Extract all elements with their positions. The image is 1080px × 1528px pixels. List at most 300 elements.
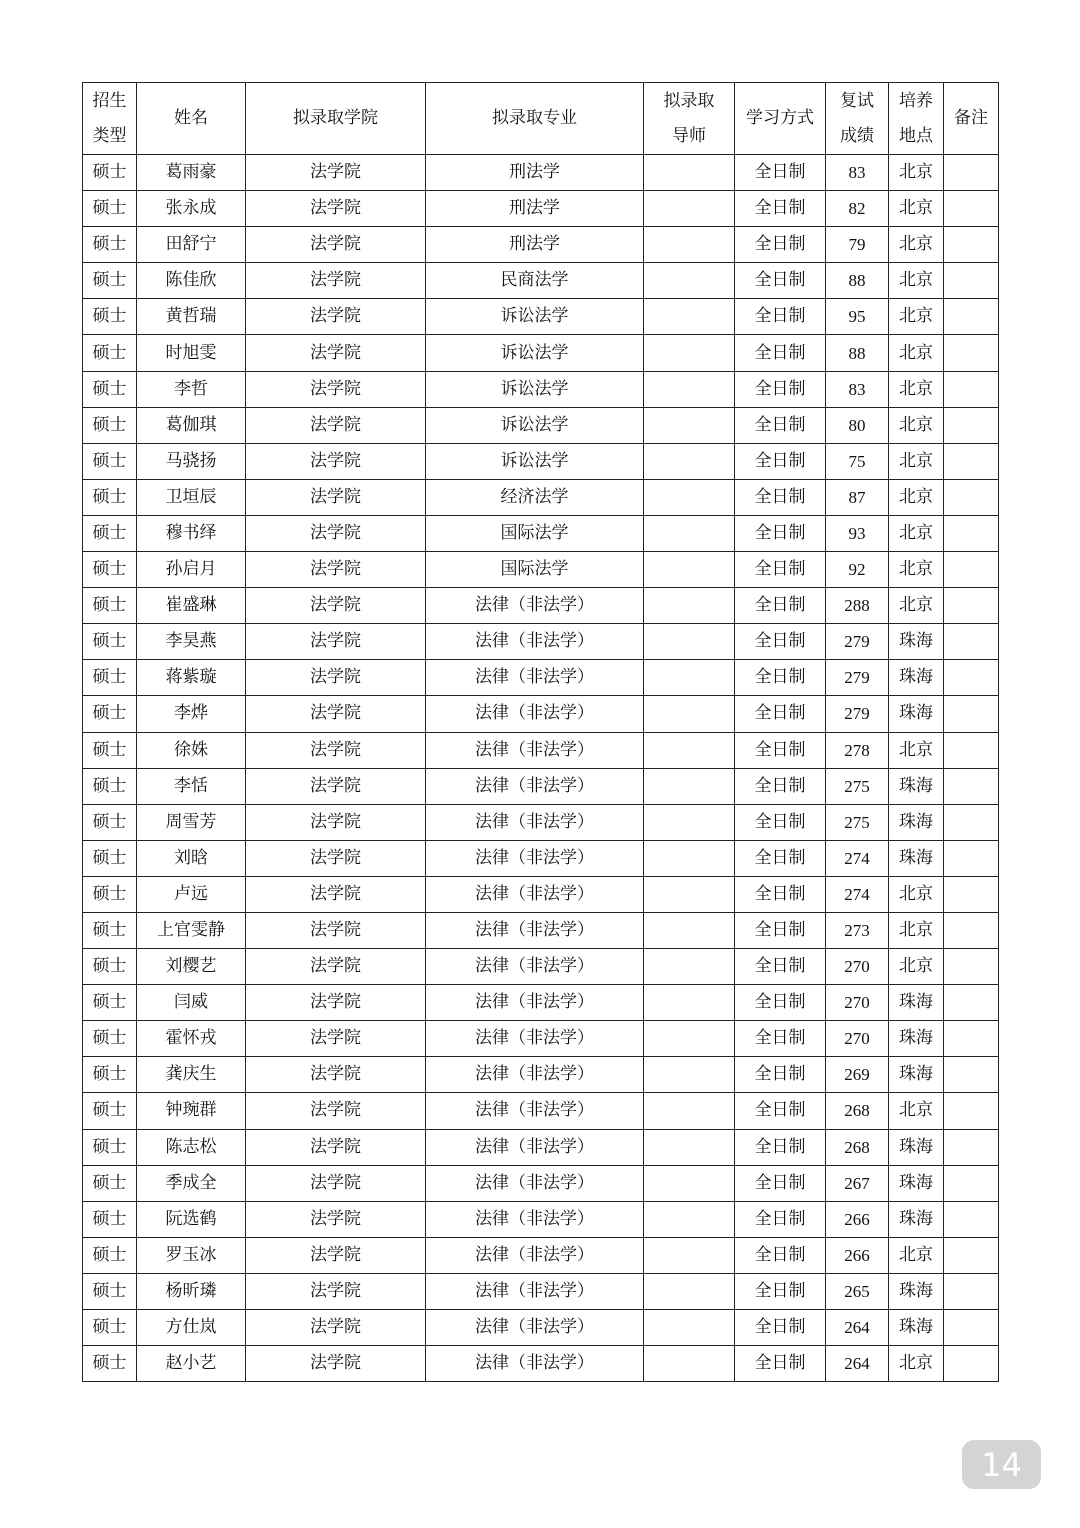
- cell-mode: 全日制: [735, 227, 826, 263]
- cell-college: 法学院: [246, 1310, 426, 1346]
- cell-advisor: [644, 1237, 735, 1273]
- cell-type: 硕士: [83, 804, 137, 840]
- cell-type: 硕士: [83, 552, 137, 588]
- cell-mode: 全日制: [735, 1057, 826, 1093]
- table-row: [83, 732, 999, 768]
- cell-mode: 全日制: [735, 804, 826, 840]
- table-row: [83, 1346, 999, 1382]
- cell-mode: 全日制: [735, 696, 826, 732]
- cell-advisor: [644, 1021, 735, 1057]
- cell-name: 葛伽琪: [137, 407, 246, 443]
- header-major: 拟录取专业: [426, 83, 644, 155]
- table-row: [83, 588, 999, 624]
- cell-score: 270: [826, 985, 889, 1021]
- cell-college: 法学院: [246, 985, 426, 1021]
- table-row: [83, 1165, 999, 1201]
- cell-remark: [944, 1273, 999, 1309]
- cell-college: 法学院: [246, 624, 426, 660]
- table-row: [83, 1129, 999, 1165]
- cell-remark: [944, 912, 999, 948]
- cell-location: 珠海: [889, 1021, 944, 1057]
- cell-major: 法律（非法学）: [426, 624, 644, 660]
- cell-name: 龚庆生: [137, 1057, 246, 1093]
- cell-advisor: [644, 696, 735, 732]
- cell-location: 北京: [889, 588, 944, 624]
- cell-type: 硕士: [83, 1165, 137, 1201]
- cell-score: 275: [826, 768, 889, 804]
- cell-remark: [944, 588, 999, 624]
- cell-name: 时旭雯: [137, 335, 246, 371]
- cell-college: 法学院: [246, 407, 426, 443]
- table-row: [83, 479, 999, 515]
- cell-location: 北京: [889, 876, 944, 912]
- cell-remark: [944, 696, 999, 732]
- cell-college: 法学院: [246, 588, 426, 624]
- cell-score: 274: [826, 876, 889, 912]
- cell-score: 264: [826, 1310, 889, 1346]
- cell-college: 法学院: [246, 804, 426, 840]
- cell-college: 法学院: [246, 191, 426, 227]
- cell-major: 法律（非法学）: [426, 1165, 644, 1201]
- cell-remark: [944, 1021, 999, 1057]
- cell-name: 蒋紫璇: [137, 660, 246, 696]
- cell-name: 田舒宁: [137, 227, 246, 263]
- cell-name: 马骁扬: [137, 443, 246, 479]
- cell-mode: 全日制: [735, 1165, 826, 1201]
- cell-major: 法律（非法学）: [426, 804, 644, 840]
- cell-type: 硕士: [83, 1310, 137, 1346]
- cell-mode: 全日制: [735, 768, 826, 804]
- table-row: [83, 912, 999, 948]
- cell-name: 卢远: [137, 876, 246, 912]
- cell-advisor: [644, 515, 735, 551]
- cell-mode: 全日制: [735, 407, 826, 443]
- cell-mode: 全日制: [735, 1273, 826, 1309]
- cell-mode: 全日制: [735, 1346, 826, 1382]
- cell-advisor: [644, 191, 735, 227]
- cell-college: 法学院: [246, 1273, 426, 1309]
- cell-college: 法学院: [246, 1201, 426, 1237]
- cell-college: 法学院: [246, 227, 426, 263]
- cell-name: 季成全: [137, 1165, 246, 1201]
- cell-remark: [944, 804, 999, 840]
- cell-type: 硕士: [83, 407, 137, 443]
- cell-name: 张永成: [137, 191, 246, 227]
- cell-remark: [944, 263, 999, 299]
- cell-type: 硕士: [83, 1057, 137, 1093]
- cell-remark: [944, 1093, 999, 1129]
- cell-remark: [944, 299, 999, 335]
- cell-mode: 全日制: [735, 479, 826, 515]
- cell-remark: [944, 1310, 999, 1346]
- cell-advisor: [644, 588, 735, 624]
- cell-score: 275: [826, 804, 889, 840]
- cell-location: 北京: [889, 263, 944, 299]
- cell-name: 李烨: [137, 696, 246, 732]
- cell-major: 经济法学: [426, 479, 644, 515]
- cell-advisor: [644, 1093, 735, 1129]
- cell-name: 闫威: [137, 985, 246, 1021]
- cell-college: 法学院: [246, 1021, 426, 1057]
- cell-advisor: [644, 804, 735, 840]
- cell-score: 273: [826, 912, 889, 948]
- cell-type: 硕士: [83, 949, 137, 985]
- cell-type: 硕士: [83, 660, 137, 696]
- cell-mode: 全日制: [735, 1093, 826, 1129]
- cell-name: 方仕岚: [137, 1310, 246, 1346]
- cell-type: 硕士: [83, 1201, 137, 1237]
- cell-type: 硕士: [83, 876, 137, 912]
- cell-type: 硕士: [83, 985, 137, 1021]
- cell-name: 刘晗: [137, 840, 246, 876]
- cell-location: 北京: [889, 335, 944, 371]
- cell-major: 法律（非法学）: [426, 1273, 644, 1309]
- cell-college: 法学院: [246, 1237, 426, 1273]
- cell-score: 279: [826, 624, 889, 660]
- cell-location: 珠海: [889, 1057, 944, 1093]
- table-row: [83, 227, 999, 263]
- cell-score: 274: [826, 840, 889, 876]
- cell-advisor: [644, 1129, 735, 1165]
- cell-major: 刑法学: [426, 191, 644, 227]
- cell-remark: [944, 227, 999, 263]
- cell-score: 279: [826, 696, 889, 732]
- cell-mode: 全日制: [735, 985, 826, 1021]
- cell-type: 硕士: [83, 840, 137, 876]
- cell-advisor: [644, 912, 735, 948]
- cell-type: 硕士: [83, 227, 137, 263]
- cell-location: 北京: [889, 515, 944, 551]
- cell-location: 珠海: [889, 985, 944, 1021]
- cell-type: 硕士: [83, 155, 137, 191]
- cell-name: 赵小艺: [137, 1346, 246, 1382]
- cell-mode: 全日制: [735, 1237, 826, 1273]
- cell-mode: 全日制: [735, 299, 826, 335]
- cell-name: 陈佳欣: [137, 263, 246, 299]
- cell-type: 硕士: [83, 624, 137, 660]
- cell-mode: 全日制: [735, 552, 826, 588]
- cell-remark: [944, 1129, 999, 1165]
- cell-advisor: [644, 479, 735, 515]
- cell-college: 法学院: [246, 1165, 426, 1201]
- cell-score: 268: [826, 1129, 889, 1165]
- cell-name: 周雪芳: [137, 804, 246, 840]
- table-row: [83, 840, 999, 876]
- cell-type: 硕士: [83, 1237, 137, 1273]
- table-row: [83, 335, 999, 371]
- cell-score: 83: [826, 371, 889, 407]
- cell-remark: [944, 768, 999, 804]
- table-row: [83, 876, 999, 912]
- cell-location: 珠海: [889, 1129, 944, 1165]
- cell-mode: 全日制: [735, 155, 826, 191]
- cell-score: 288: [826, 588, 889, 624]
- cell-advisor: [644, 263, 735, 299]
- cell-remark: [944, 1057, 999, 1093]
- cell-remark: [944, 1346, 999, 1382]
- cell-major: 诉讼法学: [426, 407, 644, 443]
- cell-score: 83: [826, 155, 889, 191]
- cell-advisor: [644, 1165, 735, 1201]
- header-advisor: 拟录取 导师: [644, 83, 735, 155]
- cell-location: 北京: [889, 1093, 944, 1129]
- cell-location: 北京: [889, 155, 944, 191]
- cell-score: 264: [826, 1346, 889, 1382]
- cell-major: 刑法学: [426, 227, 644, 263]
- table-row: [83, 1093, 999, 1129]
- cell-score: 80: [826, 407, 889, 443]
- cell-location: 珠海: [889, 1201, 944, 1237]
- table-row: [83, 949, 999, 985]
- cell-major: 法律（非法学）: [426, 1129, 644, 1165]
- cell-score: 266: [826, 1237, 889, 1273]
- cell-location: 北京: [889, 227, 944, 263]
- cell-major: 法律（非法学）: [426, 1093, 644, 1129]
- cell-score: 268: [826, 1093, 889, 1129]
- cell-remark: [944, 840, 999, 876]
- cell-type: 硕士: [83, 732, 137, 768]
- cell-name: 刘樱艺: [137, 949, 246, 985]
- cell-mode: 全日制: [735, 840, 826, 876]
- cell-location: 北京: [889, 912, 944, 948]
- cell-location: 珠海: [889, 660, 944, 696]
- cell-type: 硕士: [83, 443, 137, 479]
- cell-college: 法学院: [246, 949, 426, 985]
- cell-college: 法学院: [246, 299, 426, 335]
- cell-remark: [944, 191, 999, 227]
- cell-type: 硕士: [83, 515, 137, 551]
- cell-college: 法学院: [246, 263, 426, 299]
- cell-major: 法律（非法学）: [426, 732, 644, 768]
- cell-name: 徐姝: [137, 732, 246, 768]
- cell-type: 硕士: [83, 588, 137, 624]
- cell-name: 李昊燕: [137, 624, 246, 660]
- cell-college: 法学院: [246, 768, 426, 804]
- cell-name: 崔盛琳: [137, 588, 246, 624]
- cell-name: 李哲: [137, 371, 246, 407]
- header-mode: 学习方式: [735, 83, 826, 155]
- cell-location: 珠海: [889, 1273, 944, 1309]
- cell-type: 硕士: [83, 768, 137, 804]
- cell-major: 法律（非法学）: [426, 1021, 644, 1057]
- cell-remark: [944, 335, 999, 371]
- table-row: [83, 515, 999, 551]
- cell-mode: 全日制: [735, 588, 826, 624]
- cell-remark: [944, 949, 999, 985]
- cell-advisor: [644, 1201, 735, 1237]
- cell-mode: 全日制: [735, 912, 826, 948]
- cell-location: 北京: [889, 732, 944, 768]
- cell-name: 孙启月: [137, 552, 246, 588]
- cell-major: 民商法学: [426, 263, 644, 299]
- table-row: [83, 371, 999, 407]
- cell-major: 法律（非法学）: [426, 1310, 644, 1346]
- cell-college: 法学院: [246, 1129, 426, 1165]
- cell-name: 阮选鹤: [137, 1201, 246, 1237]
- cell-college: 法学院: [246, 155, 426, 191]
- cell-college: 法学院: [246, 335, 426, 371]
- cell-major: 法律（非法学）: [426, 985, 644, 1021]
- cell-major: 法律（非法学）: [426, 696, 644, 732]
- cell-type: 硕士: [83, 1273, 137, 1309]
- cell-college: 法学院: [246, 660, 426, 696]
- cell-location: 珠海: [889, 840, 944, 876]
- table-row: [83, 155, 999, 191]
- cell-major: 法律（非法学）: [426, 1237, 644, 1273]
- table-row: [83, 1201, 999, 1237]
- cell-advisor: [644, 732, 735, 768]
- cell-remark: [944, 155, 999, 191]
- cell-mode: 全日制: [735, 335, 826, 371]
- cell-college: 法学院: [246, 840, 426, 876]
- cell-location: 珠海: [889, 804, 944, 840]
- cell-remark: [944, 660, 999, 696]
- cell-location: 北京: [889, 371, 944, 407]
- cell-college: 法学院: [246, 479, 426, 515]
- header-score: 复试 成绩: [826, 83, 889, 155]
- cell-score: 79: [826, 227, 889, 263]
- cell-mode: 全日制: [735, 371, 826, 407]
- cell-major: 法律（非法学）: [426, 768, 644, 804]
- cell-score: 95: [826, 299, 889, 335]
- cell-major: 法律（非法学）: [426, 588, 644, 624]
- cell-type: 硕士: [83, 299, 137, 335]
- cell-score: 278: [826, 732, 889, 768]
- cell-score: 270: [826, 1021, 889, 1057]
- cell-advisor: [644, 371, 735, 407]
- cell-name: 李恬: [137, 768, 246, 804]
- cell-location: 北京: [889, 552, 944, 588]
- table-row: [83, 624, 999, 660]
- table-body: [83, 155, 999, 1382]
- cell-type: 硕士: [83, 371, 137, 407]
- header-remark: 备注: [944, 83, 999, 155]
- cell-mode: 全日制: [735, 949, 826, 985]
- cell-remark: [944, 985, 999, 1021]
- cell-remark: [944, 876, 999, 912]
- cell-college: 法学院: [246, 1346, 426, 1382]
- cell-advisor: [644, 443, 735, 479]
- cell-mode: 全日制: [735, 1201, 826, 1237]
- cell-major: 法律（非法学）: [426, 1057, 644, 1093]
- header-location: 培养 地点: [889, 83, 944, 155]
- cell-college: 法学院: [246, 443, 426, 479]
- cell-mode: 全日制: [735, 1021, 826, 1057]
- cell-location: 北京: [889, 1237, 944, 1273]
- table-row: [83, 263, 999, 299]
- cell-name: 钟琬群: [137, 1093, 246, 1129]
- cell-name: 黄哲瑞: [137, 299, 246, 335]
- cell-location: 北京: [889, 299, 944, 335]
- cell-remark: [944, 515, 999, 551]
- cell-college: 法学院: [246, 876, 426, 912]
- cell-location: 珠海: [889, 768, 944, 804]
- cell-mode: 全日制: [735, 515, 826, 551]
- cell-college: 法学院: [246, 515, 426, 551]
- cell-major: 诉讼法学: [426, 299, 644, 335]
- cell-remark: [944, 552, 999, 588]
- table-row: [83, 407, 999, 443]
- cell-score: 88: [826, 335, 889, 371]
- cell-type: 硕士: [83, 912, 137, 948]
- table-row: [83, 1310, 999, 1346]
- cell-major: 诉讼法学: [426, 371, 644, 407]
- cell-name: 葛雨豪: [137, 155, 246, 191]
- cell-score: 279: [826, 660, 889, 696]
- cell-location: 北京: [889, 479, 944, 515]
- table-row: [83, 696, 999, 732]
- cell-advisor: [644, 624, 735, 660]
- cell-score: 92: [826, 552, 889, 588]
- cell-location: 珠海: [889, 1165, 944, 1201]
- cell-mode: 全日制: [735, 660, 826, 696]
- cell-major: 诉讼法学: [426, 443, 644, 479]
- page-number-badge: 14: [962, 1440, 1041, 1489]
- cell-score: 266: [826, 1201, 889, 1237]
- table-row: [83, 660, 999, 696]
- cell-location: 北京: [889, 191, 944, 227]
- cell-college: 法学院: [246, 1093, 426, 1129]
- table-row: [83, 985, 999, 1021]
- cell-college: 法学院: [246, 732, 426, 768]
- cell-college: 法学院: [246, 1057, 426, 1093]
- cell-advisor: [644, 299, 735, 335]
- header-name: 姓名: [137, 83, 246, 155]
- table-row: [83, 1057, 999, 1093]
- cell-advisor: [644, 1346, 735, 1382]
- cell-location: 北京: [889, 949, 944, 985]
- cell-major: 法律（非法学）: [426, 1201, 644, 1237]
- cell-advisor: [644, 840, 735, 876]
- cell-remark: [944, 371, 999, 407]
- cell-remark: [944, 1201, 999, 1237]
- cell-major: 法律（非法学）: [426, 949, 644, 985]
- cell-major: 法律（非法学）: [426, 1346, 644, 1382]
- cell-score: 265: [826, 1273, 889, 1309]
- table-header-row: [83, 83, 999, 155]
- cell-score: 267: [826, 1165, 889, 1201]
- cell-name: 穆书绎: [137, 515, 246, 551]
- cell-major: 法律（非法学）: [426, 876, 644, 912]
- cell-advisor: [644, 985, 735, 1021]
- cell-mode: 全日制: [735, 1310, 826, 1346]
- cell-location: 珠海: [889, 1310, 944, 1346]
- cell-name: 霍怀戎: [137, 1021, 246, 1057]
- cell-advisor: [644, 876, 735, 912]
- cell-mode: 全日制: [735, 1129, 826, 1165]
- cell-score: 270: [826, 949, 889, 985]
- cell-remark: [944, 732, 999, 768]
- header-college: 拟录取学院: [246, 83, 426, 155]
- cell-remark: [944, 624, 999, 660]
- cell-type: 硕士: [83, 1129, 137, 1165]
- cell-name: 杨昕璘: [137, 1273, 246, 1309]
- cell-major: 国际法学: [426, 515, 644, 551]
- header-type: 招生 类型: [83, 83, 137, 155]
- cell-type: 硕士: [83, 696, 137, 732]
- cell-type: 硕士: [83, 191, 137, 227]
- cell-remark: [944, 407, 999, 443]
- cell-remark: [944, 443, 999, 479]
- cell-major: 国际法学: [426, 552, 644, 588]
- cell-major: 法律（非法学）: [426, 660, 644, 696]
- cell-advisor: [644, 660, 735, 696]
- cell-advisor: [644, 1057, 735, 1093]
- cell-score: 82: [826, 191, 889, 227]
- cell-location: 北京: [889, 1346, 944, 1382]
- cell-location: 珠海: [889, 696, 944, 732]
- cell-college: 法学院: [246, 371, 426, 407]
